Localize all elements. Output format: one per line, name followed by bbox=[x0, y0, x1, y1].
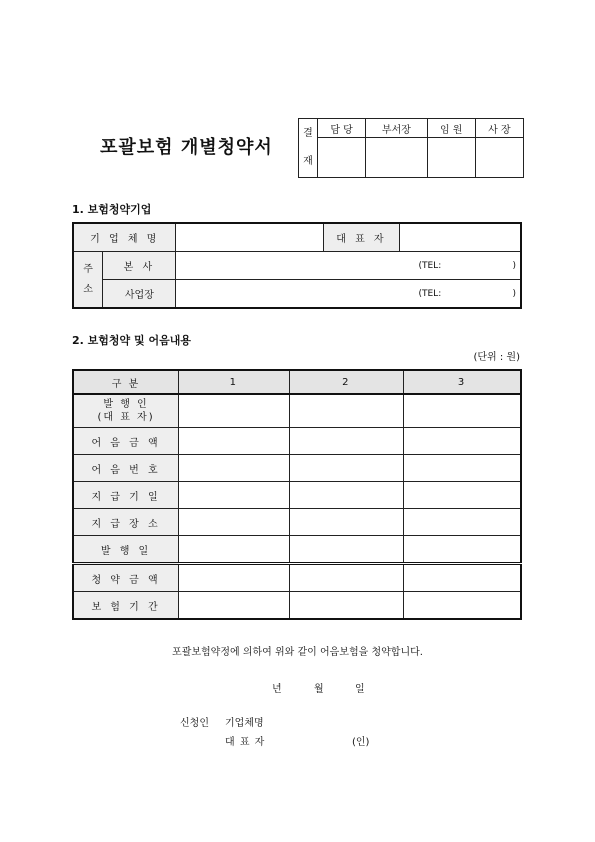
row-label-amount: 어 음 금 액 bbox=[73, 428, 179, 455]
column-header-3: 3 bbox=[404, 370, 521, 394]
approval-side-bottom: 재 bbox=[303, 156, 313, 167]
address-label bbox=[73, 252, 103, 309]
cell-insurance-period-2[interactable] bbox=[289, 592, 403, 620]
cell-amount-3[interactable] bbox=[404, 428, 521, 455]
cell-amount-1[interactable] bbox=[179, 428, 289, 455]
table-row bbox=[73, 536, 521, 564]
row-label-issuer bbox=[73, 394, 179, 428]
head-office-tel-prefix: (TEL: bbox=[418, 260, 442, 271]
approval-side-top: 결 bbox=[303, 128, 313, 139]
cell-issuer-3[interactable] bbox=[404, 394, 521, 428]
section2-heading: 2. 보험청약 및 어음내용 bbox=[72, 334, 191, 347]
approval-sign-exec[interactable] bbox=[427, 138, 475, 178]
application-statement: 포괄보험약정에 의하여 위와 같이 어음보험을 청약합니다. bbox=[172, 647, 423, 658]
seal-mark: (인) bbox=[352, 737, 370, 748]
company-table bbox=[72, 222, 522, 309]
head-office-label: 본 사 bbox=[103, 252, 176, 280]
cell-number-2[interactable] bbox=[289, 455, 403, 482]
signature-rep-label: 대 표 자 bbox=[225, 737, 266, 748]
table-row bbox=[73, 564, 521, 592]
cell-insurance-period-1[interactable] bbox=[179, 592, 289, 620]
date-year: 년 bbox=[272, 684, 282, 695]
branch-tel-suffix: ) bbox=[512, 288, 516, 299]
approval-header-staff: 담 당 bbox=[318, 119, 366, 138]
signature-company-label: 기업체명 bbox=[225, 718, 264, 729]
approval-side-label bbox=[299, 119, 318, 178]
cell-payment-place-1[interactable] bbox=[179, 509, 289, 536]
row-label-insurance-period: 보 험 기 간 bbox=[73, 592, 179, 620]
approval-sign-staff[interactable] bbox=[318, 138, 366, 178]
address-label-bottom: 소 bbox=[83, 283, 93, 295]
rep-field[interactable] bbox=[399, 223, 521, 252]
cell-issue-date-2[interactable] bbox=[289, 536, 403, 564]
address-label-top: 주 bbox=[83, 263, 93, 275]
section1-heading: 1. 보험청약기업 bbox=[72, 203, 152, 216]
branch-field[interactable] bbox=[176, 280, 521, 309]
cell-application-amount-3[interactable] bbox=[404, 564, 521, 592]
table-row bbox=[73, 394, 521, 428]
company-name-label: 기 업 체 명 bbox=[73, 223, 176, 252]
unit-label: (단위 : 원) bbox=[473, 352, 520, 363]
column-header-1: 1 bbox=[179, 370, 289, 394]
form-title: 포괄보험 개별청약서 bbox=[100, 137, 273, 158]
head-office-field[interactable] bbox=[176, 252, 521, 280]
table-row bbox=[73, 592, 521, 620]
applicant-label: 신청인 bbox=[180, 718, 209, 729]
table-row bbox=[73, 509, 521, 536]
column-header-category: 구 분 bbox=[73, 370, 179, 394]
row-label-payment-place: 지 급 장 소 bbox=[73, 509, 179, 536]
cell-application-amount-1[interactable] bbox=[179, 564, 289, 592]
cell-payment-place-3[interactable] bbox=[404, 509, 521, 536]
cell-payment-place-2[interactable] bbox=[289, 509, 403, 536]
row-label-issuer-line1: 발 행 인 bbox=[103, 399, 149, 410]
cell-issuer-2[interactable] bbox=[289, 394, 403, 428]
branch-label: 사업장 bbox=[103, 280, 176, 309]
cell-due-date-2[interactable] bbox=[289, 482, 403, 509]
approval-header-dept: 부서장 bbox=[366, 119, 427, 138]
date-month: 월 bbox=[314, 684, 324, 695]
table-row bbox=[73, 428, 521, 455]
approval-sign-dept[interactable] bbox=[366, 138, 427, 178]
company-name-field[interactable] bbox=[176, 223, 324, 252]
row-label-issue-date: 발 행 일 bbox=[73, 536, 179, 564]
cell-amount-2[interactable] bbox=[289, 428, 403, 455]
cell-due-date-1[interactable] bbox=[179, 482, 289, 509]
cell-number-1[interactable] bbox=[179, 455, 289, 482]
cell-issuer-1[interactable] bbox=[179, 394, 289, 428]
bill-table bbox=[72, 369, 522, 620]
cell-number-3[interactable] bbox=[404, 455, 521, 482]
table-row bbox=[73, 482, 521, 509]
rep-label: 대 표 자 bbox=[324, 223, 400, 252]
cell-insurance-period-3[interactable] bbox=[404, 592, 521, 620]
approval-header-exec: 임 원 bbox=[427, 119, 475, 138]
approval-box bbox=[298, 118, 524, 178]
branch-tel-prefix: (TEL: bbox=[418, 288, 442, 299]
head-office-tel-suffix: ) bbox=[512, 260, 516, 271]
date-day: 일 bbox=[355, 684, 365, 695]
row-label-number: 어 음 번 호 bbox=[73, 455, 179, 482]
cell-application-amount-2[interactable] bbox=[289, 564, 403, 592]
approval-header-president: 사 장 bbox=[475, 119, 523, 138]
row-label-issuer-line2: (대 표 자) bbox=[97, 412, 155, 423]
row-label-due-date: 지 급 기 일 bbox=[73, 482, 179, 509]
cell-due-date-3[interactable] bbox=[404, 482, 521, 509]
column-header-2: 2 bbox=[289, 370, 403, 394]
row-label-application-amount: 청 약 금 액 bbox=[73, 564, 179, 592]
cell-issue-date-1[interactable] bbox=[179, 536, 289, 564]
table-row bbox=[73, 455, 521, 482]
cell-issue-date-3[interactable] bbox=[404, 536, 521, 564]
approval-sign-president[interactable] bbox=[475, 138, 523, 178]
